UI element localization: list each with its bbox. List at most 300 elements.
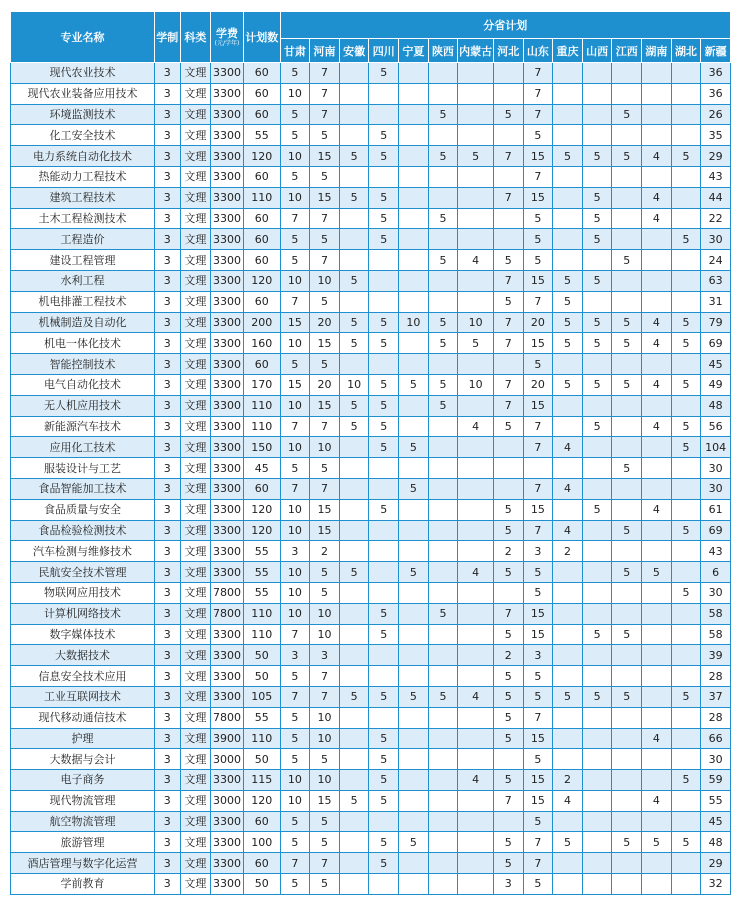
cell-fee: 3300 xyxy=(211,166,244,187)
cell-province-plan xyxy=(642,250,672,271)
cell-province-plan: 5 xyxy=(612,562,642,583)
cell-province-plan xyxy=(458,853,494,874)
cell-province-plan xyxy=(582,354,612,375)
cell-subject: 文理 xyxy=(180,749,211,770)
cell-province-plan xyxy=(582,458,612,479)
table-row xyxy=(11,291,731,312)
cell-province-plan xyxy=(458,582,494,603)
cell-province-plan xyxy=(369,478,399,499)
cell-province-plan: 3 xyxy=(280,541,310,562)
cell-province-plan: 30 xyxy=(701,582,731,603)
table-row xyxy=(11,187,731,208)
cell-province-plan xyxy=(428,166,458,187)
cell-province-plan: 15 xyxy=(523,603,553,624)
cell-province-plan: 5 xyxy=(280,125,310,146)
cell-province-plan: 79 xyxy=(701,312,731,333)
cell-province-plan xyxy=(671,728,701,749)
cell-subject: 文理 xyxy=(180,686,211,707)
cell-major-name: 旅游管理 xyxy=(11,832,155,853)
cell-province-plan xyxy=(582,478,612,499)
cell-province-plan: 5 xyxy=(582,146,612,167)
cell-province-plan: 4 xyxy=(642,374,672,395)
cell-subject: 文理 xyxy=(180,478,211,499)
cell-province-plan: 5 xyxy=(428,395,458,416)
cell-fee: 3300 xyxy=(211,645,244,666)
cell-province-plan: 10 xyxy=(280,562,310,583)
cell-duration: 3 xyxy=(155,104,181,125)
header-province: 山东 xyxy=(523,39,553,63)
cell-province-plan: 43 xyxy=(701,541,731,562)
cell-province-plan: 5 xyxy=(458,333,494,354)
cell-subject: 文理 xyxy=(180,354,211,375)
cell-province-plan: 24 xyxy=(701,250,731,271)
table-row xyxy=(11,832,731,853)
cell-province-plan: 7 xyxy=(493,374,523,395)
cell-province-plan: 5 xyxy=(399,478,429,499)
cell-subject: 文理 xyxy=(180,624,211,645)
cell-plan-count: 55 xyxy=(243,582,280,603)
cell-province-plan: 7 xyxy=(523,63,553,84)
cell-major-name: 食品质量与安全 xyxy=(11,499,155,520)
cell-province-plan: 5 xyxy=(582,312,612,333)
cell-province-plan xyxy=(582,874,612,895)
cell-province-plan: 5 xyxy=(339,395,369,416)
cell-duration: 3 xyxy=(155,63,181,84)
cell-province-plan xyxy=(428,749,458,770)
cell-province-plan: 10 xyxy=(310,770,340,791)
cell-province-plan: 15 xyxy=(523,333,553,354)
table-row xyxy=(11,499,731,520)
cell-fee: 3300 xyxy=(211,250,244,271)
cell-province-plan xyxy=(428,520,458,541)
cell-province-plan xyxy=(458,666,494,687)
cell-province-plan xyxy=(428,270,458,291)
cell-province-plan: 5 xyxy=(369,395,399,416)
cell-province-plan xyxy=(642,749,672,770)
cell-plan-count: 55 xyxy=(243,562,280,583)
cell-duration: 3 xyxy=(155,520,181,541)
cell-major-name: 机械制造及自动化 xyxy=(11,312,155,333)
cell-province-plan xyxy=(339,520,369,541)
cell-province-plan: 5 xyxy=(369,208,399,229)
cell-fee: 3300 xyxy=(211,374,244,395)
cell-province-plan xyxy=(399,208,429,229)
cell-province-plan: 5 xyxy=(280,104,310,125)
cell-province-plan: 3 xyxy=(523,645,553,666)
cell-province-plan: 5 xyxy=(369,499,399,520)
cell-province-plan xyxy=(458,458,494,479)
cell-province-plan: 7 xyxy=(493,603,523,624)
cell-province-plan xyxy=(493,582,523,603)
cell-province-plan: 10 xyxy=(280,187,310,208)
cell-province-plan: 43 xyxy=(701,166,731,187)
cell-province-plan xyxy=(399,728,429,749)
cell-province-plan xyxy=(399,582,429,603)
cell-plan-count: 120 xyxy=(243,790,280,811)
cell-province-plan: 5 xyxy=(428,603,458,624)
cell-province-plan xyxy=(671,395,701,416)
cell-major-name: 热能动力工程技术 xyxy=(11,166,155,187)
cell-province-plan xyxy=(582,811,612,832)
cell-fee: 3300 xyxy=(211,832,244,853)
cell-province-plan xyxy=(671,354,701,375)
cell-province-plan: 5 xyxy=(310,229,340,250)
cell-province-plan xyxy=(339,63,369,84)
cell-province-plan: 5 xyxy=(428,250,458,271)
cell-province-plan xyxy=(612,166,642,187)
cell-province-plan xyxy=(458,749,494,770)
cell-province-plan: 5 xyxy=(310,811,340,832)
cell-province-plan: 26 xyxy=(701,104,731,125)
cell-province-plan xyxy=(369,166,399,187)
cell-province-plan xyxy=(582,541,612,562)
cell-province-plan: 5 xyxy=(642,562,672,583)
cell-fee: 3300 xyxy=(211,104,244,125)
cell-province-plan: 5 xyxy=(671,374,701,395)
cell-plan-count: 55 xyxy=(243,541,280,562)
cell-province-plan xyxy=(612,395,642,416)
cell-province-plan: 5 xyxy=(369,728,399,749)
table-row xyxy=(11,541,731,562)
cell-province-plan: 36 xyxy=(701,83,731,104)
cell-province-plan xyxy=(428,437,458,458)
cell-province-plan xyxy=(612,666,642,687)
cell-province-plan xyxy=(399,104,429,125)
cell-fee: 3300 xyxy=(211,187,244,208)
cell-province-plan: 36 xyxy=(701,63,731,84)
cell-province-plan xyxy=(339,541,369,562)
cell-province-plan: 5 xyxy=(523,250,553,271)
enrollment-plan-table xyxy=(10,11,731,895)
cell-province-plan xyxy=(458,437,494,458)
table-row xyxy=(11,603,731,624)
cell-province-plan: 7 xyxy=(310,666,340,687)
cell-province-plan xyxy=(642,541,672,562)
cell-province-plan xyxy=(493,63,523,84)
cell-province-plan xyxy=(399,499,429,520)
cell-province-plan xyxy=(399,125,429,146)
cell-province-plan: 10 xyxy=(310,728,340,749)
cell-province-plan xyxy=(671,187,701,208)
cell-province-plan xyxy=(612,125,642,146)
cell-province-plan: 7 xyxy=(280,291,310,312)
cell-province-plan: 7 xyxy=(523,104,553,125)
cell-province-plan: 5 xyxy=(310,291,340,312)
cell-province-plan xyxy=(671,270,701,291)
cell-province-plan: 7 xyxy=(523,832,553,853)
cell-province-plan: 5 xyxy=(369,229,399,250)
cell-province-plan: 10 xyxy=(310,624,340,645)
cell-province-plan xyxy=(458,63,494,84)
cell-province-plan xyxy=(553,395,583,416)
header-provincial-plan: 分省计划 xyxy=(280,12,730,39)
cell-province-plan: 10 xyxy=(280,770,310,791)
cell-province-plan: 32 xyxy=(701,874,731,895)
cell-province-plan xyxy=(553,250,583,271)
cell-province-plan: 4 xyxy=(642,187,672,208)
cell-province-plan: 15 xyxy=(523,790,553,811)
cell-province-plan xyxy=(582,125,612,146)
cell-province-plan xyxy=(458,291,494,312)
cell-province-plan xyxy=(642,853,672,874)
cell-province-plan: 66 xyxy=(701,728,731,749)
cell-province-plan xyxy=(369,83,399,104)
cell-major-name: 建设工程管理 xyxy=(11,250,155,271)
cell-province-plan xyxy=(671,749,701,770)
cell-province-plan: 5 xyxy=(428,686,458,707)
cell-province-plan: 15 xyxy=(310,333,340,354)
cell-province-plan: 5 xyxy=(612,624,642,645)
cell-province-plan xyxy=(369,541,399,562)
cell-province-plan xyxy=(582,562,612,583)
cell-province-plan: 5 xyxy=(280,166,310,187)
cell-province-plan xyxy=(339,291,369,312)
cell-province-plan xyxy=(399,541,429,562)
cell-province-plan xyxy=(399,229,429,250)
cell-province-plan: 7 xyxy=(523,291,553,312)
cell-province-plan: 2 xyxy=(553,770,583,791)
cell-province-plan: 29 xyxy=(701,853,731,874)
cell-plan-count: 45 xyxy=(243,458,280,479)
cell-province-plan: 15 xyxy=(523,187,553,208)
cell-province-plan: 5 xyxy=(671,312,701,333)
cell-province-plan: 5 xyxy=(582,374,612,395)
cell-subject: 文理 xyxy=(180,250,211,271)
cell-province-plan: 5 xyxy=(671,520,701,541)
header-province: 甘肃 xyxy=(280,39,310,63)
cell-province-plan: 5 xyxy=(493,562,523,583)
cell-province-plan xyxy=(612,728,642,749)
cell-plan-count: 115 xyxy=(243,770,280,791)
header-province: 江西 xyxy=(612,39,642,63)
cell-duration: 3 xyxy=(155,603,181,624)
cell-province-plan xyxy=(339,645,369,666)
cell-province-plan xyxy=(642,125,672,146)
cell-province-plan: 4 xyxy=(642,790,672,811)
cell-province-plan xyxy=(553,416,583,437)
cell-major-name: 电子商务 xyxy=(11,770,155,791)
table-row xyxy=(11,520,731,541)
cell-province-plan: 5 xyxy=(369,749,399,770)
cell-major-name: 环境监测技术 xyxy=(11,104,155,125)
table-row xyxy=(11,166,731,187)
cell-fee: 3300 xyxy=(211,125,244,146)
cell-plan-count: 55 xyxy=(243,707,280,728)
cell-province-plan: 5 xyxy=(612,333,642,354)
cell-province-plan: 7 xyxy=(280,624,310,645)
cell-province-plan: 5 xyxy=(582,416,612,437)
cell-subject: 文理 xyxy=(180,63,211,84)
cell-province-plan: 7 xyxy=(523,437,553,458)
cell-province-plan xyxy=(428,562,458,583)
cell-province-plan xyxy=(339,458,369,479)
cell-province-plan: 2 xyxy=(553,541,583,562)
cell-duration: 3 xyxy=(155,728,181,749)
cell-province-plan: 5 xyxy=(369,333,399,354)
cell-province-plan: 5 xyxy=(339,416,369,437)
cell-subject: 文理 xyxy=(180,728,211,749)
cell-major-name: 计算机网络技术 xyxy=(11,603,155,624)
table-row xyxy=(11,562,731,583)
cell-province-plan: 5 xyxy=(280,250,310,271)
table-row xyxy=(11,229,731,250)
cell-plan-count: 110 xyxy=(243,624,280,645)
table-row xyxy=(11,354,731,375)
cell-province-plan: 7 xyxy=(523,166,553,187)
cell-plan-count: 55 xyxy=(243,125,280,146)
cell-province-plan: 5 xyxy=(369,63,399,84)
cell-province-plan: 20 xyxy=(523,374,553,395)
cell-province-plan xyxy=(612,874,642,895)
cell-province-plan xyxy=(553,603,583,624)
cell-province-plan xyxy=(642,63,672,84)
cell-province-plan xyxy=(458,104,494,125)
cell-province-plan: 5 xyxy=(428,333,458,354)
cell-province-plan xyxy=(369,582,399,603)
cell-province-plan: 5 xyxy=(612,312,642,333)
cell-province-plan: 5 xyxy=(493,520,523,541)
cell-major-name: 建筑工程技术 xyxy=(11,187,155,208)
table-row xyxy=(11,728,731,749)
cell-province-plan xyxy=(369,104,399,125)
cell-province-plan xyxy=(642,666,672,687)
cell-province-plan: 5 xyxy=(280,811,310,832)
cell-province-plan: 15 xyxy=(280,312,310,333)
cell-province-plan: 5 xyxy=(671,686,701,707)
header-province: 内蒙古 xyxy=(458,39,494,63)
table-row xyxy=(11,312,731,333)
cell-duration: 3 xyxy=(155,874,181,895)
header-province: 四川 xyxy=(369,39,399,63)
cell-subject: 文理 xyxy=(180,395,211,416)
cell-province-plan xyxy=(553,229,583,250)
cell-province-plan xyxy=(642,166,672,187)
cell-province-plan: 5 xyxy=(523,874,553,895)
cell-province-plan: 7 xyxy=(493,312,523,333)
cell-province-plan: 5 xyxy=(582,624,612,645)
cell-province-plan xyxy=(553,562,583,583)
cell-province-plan: 15 xyxy=(310,146,340,167)
cell-province-plan: 30 xyxy=(701,749,731,770)
cell-province-plan: 4 xyxy=(642,146,672,167)
cell-province-plan xyxy=(458,229,494,250)
cell-plan-count: 50 xyxy=(243,749,280,770)
cell-province-plan: 5 xyxy=(582,270,612,291)
cell-province-plan: 28 xyxy=(701,666,731,687)
cell-province-plan: 5 xyxy=(369,770,399,791)
header-major-name: 专业名称 xyxy=(11,12,155,63)
cell-major-name: 新能源汽车技术 xyxy=(11,416,155,437)
cell-province-plan: 5 xyxy=(612,832,642,853)
cell-plan-count: 120 xyxy=(243,499,280,520)
cell-province-plan: 10 xyxy=(280,499,310,520)
cell-province-plan: 5 xyxy=(493,832,523,853)
cell-plan-count: 60 xyxy=(243,166,280,187)
cell-province-plan xyxy=(642,686,672,707)
cell-province-plan: 22 xyxy=(701,208,731,229)
cell-duration: 3 xyxy=(155,270,181,291)
cell-plan-count: 110 xyxy=(243,187,280,208)
cell-province-plan: 5 xyxy=(493,686,523,707)
cell-plan-count: 60 xyxy=(243,104,280,125)
header-province: 湖南 xyxy=(642,39,672,63)
cell-province-plan: 5 xyxy=(399,374,429,395)
table-row xyxy=(11,645,731,666)
table-row xyxy=(11,790,731,811)
cell-province-plan xyxy=(493,166,523,187)
cell-province-plan xyxy=(582,63,612,84)
cell-province-plan xyxy=(428,811,458,832)
cell-province-plan: 5 xyxy=(369,312,399,333)
cell-province-plan xyxy=(642,707,672,728)
cell-province-plan xyxy=(553,624,583,645)
cell-province-plan: 10 xyxy=(280,520,310,541)
cell-province-plan xyxy=(458,707,494,728)
cell-province-plan xyxy=(399,416,429,437)
cell-province-plan xyxy=(458,520,494,541)
cell-province-plan: 5 xyxy=(428,312,458,333)
cell-province-plan xyxy=(553,582,583,603)
cell-province-plan: 4 xyxy=(642,333,672,354)
cell-province-plan: 15 xyxy=(523,624,553,645)
cell-province-plan: 5 xyxy=(553,291,583,312)
cell-province-plan: 20 xyxy=(310,312,340,333)
cell-province-plan xyxy=(428,541,458,562)
cell-province-plan xyxy=(582,770,612,791)
cell-province-plan xyxy=(642,104,672,125)
cell-province-plan xyxy=(458,125,494,146)
cell-subject: 文理 xyxy=(180,270,211,291)
cell-province-plan xyxy=(399,770,429,791)
cell-province-plan: 5 xyxy=(553,686,583,707)
cell-province-plan: 5 xyxy=(339,562,369,583)
cell-province-plan: 5 xyxy=(369,790,399,811)
cell-province-plan: 5 xyxy=(280,229,310,250)
cell-province-plan: 59 xyxy=(701,770,731,791)
cell-province-plan xyxy=(612,437,642,458)
table-row xyxy=(11,437,731,458)
cell-plan-count: 160 xyxy=(243,333,280,354)
cell-province-plan xyxy=(339,582,369,603)
cell-province-plan xyxy=(399,811,429,832)
cell-province-plan xyxy=(642,811,672,832)
cell-province-plan: 4 xyxy=(553,478,583,499)
cell-province-plan: 10 xyxy=(280,83,310,104)
cell-fee: 3000 xyxy=(211,749,244,770)
cell-province-plan: 35 xyxy=(701,125,731,146)
cell-province-plan: 10 xyxy=(280,603,310,624)
cell-major-name: 土木工程检测技术 xyxy=(11,208,155,229)
cell-duration: 3 xyxy=(155,333,181,354)
cell-province-plan: 58 xyxy=(701,603,731,624)
cell-province-plan xyxy=(399,874,429,895)
cell-province-plan: 15 xyxy=(523,270,553,291)
cell-fee: 3300 xyxy=(211,666,244,687)
cell-major-name: 食品检验检测技术 xyxy=(11,520,155,541)
cell-province-plan xyxy=(339,603,369,624)
cell-province-plan xyxy=(339,208,369,229)
table-header xyxy=(11,12,731,63)
cell-province-plan: 5 xyxy=(612,374,642,395)
cell-province-plan xyxy=(458,645,494,666)
cell-duration: 3 xyxy=(155,686,181,707)
cell-province-plan xyxy=(612,354,642,375)
cell-province-plan xyxy=(399,291,429,312)
cell-province-plan: 5 xyxy=(493,291,523,312)
cell-province-plan xyxy=(428,354,458,375)
table-row xyxy=(11,624,731,645)
cell-subject: 文理 xyxy=(180,437,211,458)
